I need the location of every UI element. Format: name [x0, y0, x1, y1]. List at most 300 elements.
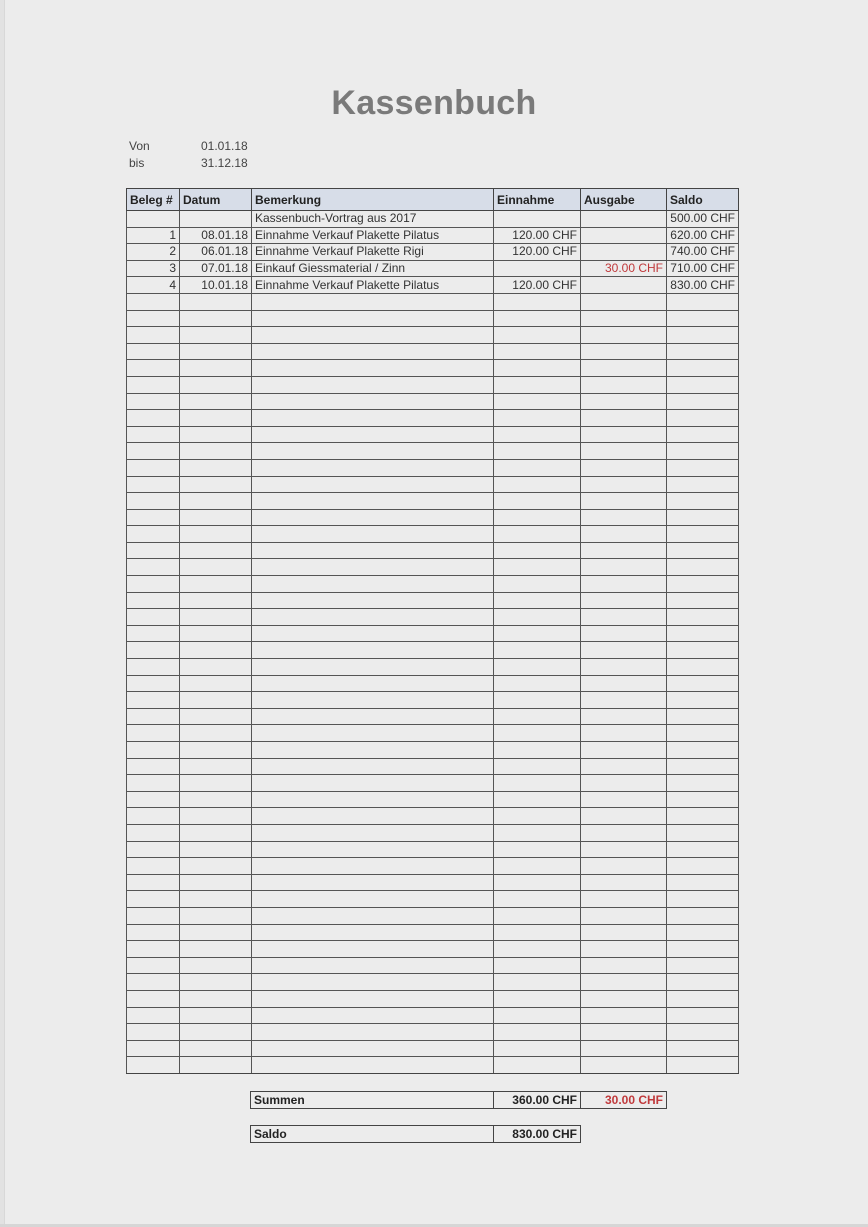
cell-beleg[interactable] — [127, 559, 180, 576]
cell-ausgabe[interactable] — [581, 841, 667, 858]
table-row-empty[interactable] — [127, 576, 739, 593]
table-row-empty[interactable] — [127, 808, 739, 825]
cell-datum[interactable] — [180, 990, 252, 1007]
cell-bemerkung[interactable] — [252, 642, 494, 659]
cell-beleg[interactable]: 3 — [127, 260, 180, 277]
table-row-empty[interactable] — [127, 476, 739, 493]
cell-einnahme[interactable] — [494, 260, 581, 277]
cell-bemerkung[interactable] — [252, 293, 494, 310]
cell-ausgabe[interactable] — [581, 824, 667, 841]
cell-datum[interactable] — [180, 1057, 252, 1074]
cell-saldo[interactable] — [667, 1057, 739, 1074]
table-row-empty[interactable] — [127, 410, 739, 427]
table-row-empty[interactable] — [127, 941, 739, 958]
cell-bemerkung[interactable] — [252, 924, 494, 941]
cell-bemerkung[interactable] — [252, 526, 494, 543]
cell-einnahme[interactable] — [494, 393, 581, 410]
cell-datum[interactable]: 08.01.18 — [180, 227, 252, 244]
cell-bemerkung[interactable] — [252, 742, 494, 759]
cell-beleg[interactable] — [127, 1024, 180, 1041]
cell-ausgabe[interactable] — [581, 974, 667, 991]
cell-beleg[interactable] — [127, 808, 180, 825]
cell-einnahme[interactable] — [494, 576, 581, 593]
cell-beleg[interactable] — [127, 327, 180, 344]
cell-saldo[interactable] — [667, 791, 739, 808]
cell-bemerkung[interactable] — [252, 509, 494, 526]
cell-einnahme[interactable] — [494, 526, 581, 543]
cell-bemerkung[interactable] — [252, 327, 494, 344]
cell-saldo[interactable] — [667, 708, 739, 725]
table-row-empty[interactable] — [127, 526, 739, 543]
table-row-empty[interactable] — [127, 343, 739, 360]
cell-datum[interactable] — [180, 791, 252, 808]
cell-ausgabe[interactable] — [581, 708, 667, 725]
cell-bemerkung[interactable] — [252, 476, 494, 493]
cell-beleg[interactable] — [127, 426, 180, 443]
cell-ausgabe[interactable] — [581, 1057, 667, 1074]
cell-bemerkung[interactable] — [252, 758, 494, 775]
cell-datum[interactable] — [180, 725, 252, 742]
table-row-empty[interactable] — [127, 609, 739, 626]
table-row-empty[interactable] — [127, 327, 739, 344]
cell-saldo[interactable] — [667, 824, 739, 841]
cell-datum[interactable] — [180, 642, 252, 659]
cell-beleg[interactable] — [127, 990, 180, 1007]
cell-beleg[interactable]: 2 — [127, 244, 180, 261]
cell-einnahme[interactable] — [494, 559, 581, 576]
cell-beleg[interactable] — [127, 410, 180, 427]
cell-datum[interactable] — [180, 576, 252, 593]
cell-datum[interactable] — [180, 708, 252, 725]
cell-saldo[interactable] — [667, 642, 739, 659]
table-row-empty[interactable] — [127, 891, 739, 908]
cell-ausgabe[interactable] — [581, 758, 667, 775]
cell-einnahme[interactable] — [494, 642, 581, 659]
cell-datum[interactable] — [180, 1007, 252, 1024]
cell-einnahme[interactable] — [494, 775, 581, 792]
cell-bemerkung[interactable]: Einnahme Verkauf Plakette Pilatus — [252, 227, 494, 244]
cell-bemerkung[interactable] — [252, 858, 494, 875]
cell-datum[interactable] — [180, 941, 252, 958]
cell-saldo[interactable] — [667, 625, 739, 642]
cell-bemerkung[interactable]: Einnahme Verkauf Plakette Pilatus — [252, 277, 494, 294]
cell-ausgabe[interactable] — [581, 692, 667, 709]
cell-datum[interactable] — [180, 293, 252, 310]
table-row[interactable] — [127, 244, 739, 261]
cell-bemerkung[interactable] — [252, 708, 494, 725]
cell-ausgabe[interactable] — [581, 675, 667, 692]
cell-datum[interactable] — [180, 592, 252, 609]
cell-datum[interactable] — [180, 1024, 252, 1041]
cell-ausgabe[interactable] — [581, 526, 667, 543]
cell-ausgabe[interactable] — [581, 775, 667, 792]
cell-bemerkung[interactable] — [252, 941, 494, 958]
cell-bemerkung[interactable] — [252, 443, 494, 460]
cell-einnahme[interactable] — [494, 211, 581, 228]
cell-ausgabe[interactable] — [581, 559, 667, 576]
cell-einnahme[interactable] — [494, 858, 581, 875]
cell-bemerkung[interactable] — [252, 310, 494, 327]
cell-einnahme[interactable] — [494, 376, 581, 393]
cell-bemerkung[interactable] — [252, 393, 494, 410]
cell-datum[interactable] — [180, 459, 252, 476]
cell-bemerkung[interactable] — [252, 692, 494, 709]
cell-beleg[interactable] — [127, 293, 180, 310]
cell-beleg[interactable] — [127, 974, 180, 991]
cell-saldo[interactable]: 710.00 CHF — [667, 260, 739, 277]
cell-einnahme[interactable] — [494, 293, 581, 310]
cell-beleg[interactable] — [127, 542, 180, 559]
cell-ausgabe[interactable] — [581, 277, 667, 294]
cell-ausgabe[interactable] — [581, 509, 667, 526]
table-row-empty[interactable] — [127, 990, 739, 1007]
cell-saldo[interactable] — [667, 874, 739, 891]
cell-saldo[interactable] — [667, 509, 739, 526]
table-row-empty[interactable] — [127, 592, 739, 609]
cell-einnahme[interactable] — [494, 327, 581, 344]
cell-ausgabe[interactable] — [581, 858, 667, 875]
table-row-empty[interactable] — [127, 360, 739, 377]
cell-datum[interactable] — [180, 659, 252, 676]
cell-einnahme[interactable] — [494, 824, 581, 841]
cell-ausgabe[interactable] — [581, 990, 667, 1007]
cell-einnahme[interactable] — [494, 459, 581, 476]
cell-saldo[interactable] — [667, 775, 739, 792]
cell-ausgabe[interactable] — [581, 742, 667, 759]
cell-beleg[interactable] — [127, 957, 180, 974]
cell-einnahme[interactable] — [494, 675, 581, 692]
cell-bemerkung[interactable] — [252, 1057, 494, 1074]
cell-einnahme[interactable] — [494, 1007, 581, 1024]
cell-ausgabe[interactable] — [581, 410, 667, 427]
cell-beleg[interactable] — [127, 343, 180, 360]
cell-ausgabe[interactable] — [581, 376, 667, 393]
cell-einnahme[interactable] — [494, 426, 581, 443]
cell-beleg[interactable] — [127, 609, 180, 626]
cell-beleg[interactable] — [127, 725, 180, 742]
cell-saldo[interactable] — [667, 974, 739, 991]
cell-saldo[interactable] — [667, 758, 739, 775]
cell-ausgabe[interactable] — [581, 393, 667, 410]
cell-ausgabe[interactable] — [581, 443, 667, 460]
table-row-empty[interactable] — [127, 659, 739, 676]
cell-beleg[interactable] — [127, 211, 180, 228]
cell-datum[interactable]: 06.01.18 — [180, 244, 252, 261]
table-row-empty[interactable] — [127, 310, 739, 327]
cell-datum[interactable] — [180, 327, 252, 344]
cell-beleg[interactable] — [127, 576, 180, 593]
cell-saldo[interactable] — [667, 858, 739, 875]
cell-beleg[interactable] — [127, 758, 180, 775]
cell-einnahme[interactable] — [494, 1024, 581, 1041]
cell-einnahme[interactable] — [494, 343, 581, 360]
cell-beleg[interactable] — [127, 891, 180, 908]
table-row-empty[interactable] — [127, 841, 739, 858]
cell-einnahme[interactable] — [494, 443, 581, 460]
cell-datum[interactable] — [180, 841, 252, 858]
cell-bemerkung[interactable] — [252, 808, 494, 825]
cell-ausgabe[interactable] — [581, 625, 667, 642]
cell-bemerkung[interactable]: Einkauf Giessmaterial / Zinn — [252, 260, 494, 277]
cell-saldo[interactable] — [667, 542, 739, 559]
cell-datum[interactable] — [180, 858, 252, 875]
table-row-empty[interactable] — [127, 1024, 739, 1041]
cell-ausgabe[interactable] — [581, 293, 667, 310]
cell-saldo[interactable] — [667, 410, 739, 427]
table-row-empty[interactable] — [127, 974, 739, 991]
cell-datum[interactable] — [180, 493, 252, 510]
cell-saldo[interactable] — [667, 907, 739, 924]
cell-ausgabe[interactable] — [581, 459, 667, 476]
table-row-empty[interactable] — [127, 692, 739, 709]
cell-ausgabe[interactable] — [581, 659, 667, 676]
cell-saldo[interactable] — [667, 742, 739, 759]
cell-einnahme[interactable] — [494, 625, 581, 642]
cell-einnahme[interactable] — [494, 360, 581, 377]
cell-datum[interactable]: 07.01.18 — [180, 260, 252, 277]
cell-saldo[interactable] — [667, 808, 739, 825]
table-row-empty[interactable] — [127, 1007, 739, 1024]
cell-bemerkung[interactable] — [252, 990, 494, 1007]
cell-beleg[interactable] — [127, 775, 180, 792]
table-row-empty[interactable] — [127, 708, 739, 725]
table-row-empty[interactable] — [127, 1057, 739, 1074]
cell-bemerkung[interactable] — [252, 360, 494, 377]
cell-beleg[interactable] — [127, 1040, 180, 1057]
cell-ausgabe[interactable] — [581, 211, 667, 228]
cell-bemerkung[interactable] — [252, 659, 494, 676]
cell-einnahme[interactable] — [494, 841, 581, 858]
cell-saldo[interactable] — [667, 609, 739, 626]
cell-bemerkung[interactable] — [252, 1040, 494, 1057]
cell-datum[interactable] — [180, 742, 252, 759]
cell-saldo[interactable] — [667, 725, 739, 742]
cell-ausgabe[interactable] — [581, 941, 667, 958]
table-row-empty[interactable] — [127, 1040, 739, 1057]
cell-bemerkung[interactable] — [252, 493, 494, 510]
cell-bemerkung[interactable] — [252, 974, 494, 991]
cell-einnahme[interactable] — [494, 609, 581, 626]
cell-ausgabe[interactable] — [581, 725, 667, 742]
cell-bemerkung[interactable] — [252, 841, 494, 858]
cell-bemerkung[interactable] — [252, 376, 494, 393]
table-row-empty[interactable] — [127, 924, 739, 941]
cell-bemerkung[interactable] — [252, 559, 494, 576]
cell-bemerkung[interactable] — [252, 576, 494, 593]
cell-beleg[interactable] — [127, 376, 180, 393]
cell-saldo[interactable] — [667, 990, 739, 1007]
cell-beleg[interactable] — [127, 675, 180, 692]
cell-bemerkung[interactable] — [252, 410, 494, 427]
cell-saldo[interactable] — [667, 393, 739, 410]
cell-bemerkung[interactable] — [252, 542, 494, 559]
cell-saldo[interactable] — [667, 1040, 739, 1057]
cell-beleg[interactable] — [127, 443, 180, 460]
cell-datum[interactable] — [180, 808, 252, 825]
cell-ausgabe[interactable] — [581, 924, 667, 941]
cell-beleg[interactable] — [127, 841, 180, 858]
cell-datum[interactable] — [180, 907, 252, 924]
cell-beleg[interactable] — [127, 459, 180, 476]
cell-ausgabe[interactable] — [581, 227, 667, 244]
cell-datum[interactable] — [180, 824, 252, 841]
cell-datum[interactable] — [180, 426, 252, 443]
cell-einnahme[interactable] — [494, 493, 581, 510]
cell-ausgabe[interactable] — [581, 343, 667, 360]
cell-beleg[interactable] — [127, 858, 180, 875]
cell-beleg[interactable] — [127, 393, 180, 410]
cell-bemerkung[interactable]: Einnahme Verkauf Plakette Rigi — [252, 244, 494, 261]
cell-ausgabe[interactable] — [581, 874, 667, 891]
cell-einnahme[interactable] — [494, 310, 581, 327]
table-row-empty[interactable] — [127, 542, 739, 559]
table-row-empty[interactable] — [127, 293, 739, 310]
cell-beleg[interactable] — [127, 824, 180, 841]
cell-einnahme[interactable] — [494, 974, 581, 991]
cell-datum[interactable] — [180, 974, 252, 991]
cell-datum[interactable]: 10.01.18 — [180, 277, 252, 294]
cell-saldo[interactable] — [667, 592, 739, 609]
cell-saldo[interactable] — [667, 659, 739, 676]
cell-saldo[interactable]: 500.00 CHF — [667, 211, 739, 228]
cell-beleg[interactable] — [127, 509, 180, 526]
table-row-empty[interactable] — [127, 775, 739, 792]
cell-datum[interactable] — [180, 393, 252, 410]
cell-datum[interactable] — [180, 758, 252, 775]
cell-saldo[interactable] — [667, 576, 739, 593]
cell-bemerkung[interactable] — [252, 957, 494, 974]
table-row-empty[interactable] — [127, 642, 739, 659]
cell-ausgabe[interactable] — [581, 1024, 667, 1041]
cell-saldo[interactable] — [667, 360, 739, 377]
table-row-empty[interactable] — [127, 459, 739, 476]
cell-bemerkung[interactable] — [252, 343, 494, 360]
cell-saldo[interactable] — [667, 559, 739, 576]
cell-bemerkung[interactable] — [252, 874, 494, 891]
cell-ausgabe[interactable] — [581, 907, 667, 924]
cell-ausgabe[interactable] — [581, 327, 667, 344]
table-row-empty[interactable] — [127, 376, 739, 393]
cell-datum[interactable] — [180, 559, 252, 576]
cell-bemerkung[interactable] — [252, 725, 494, 742]
cell-ausgabe[interactable] — [581, 609, 667, 626]
cell-ausgabe[interactable] — [581, 1007, 667, 1024]
table-row-empty[interactable] — [127, 559, 739, 576]
cell-datum[interactable] — [180, 443, 252, 460]
cell-datum[interactable] — [180, 957, 252, 974]
cell-ausgabe[interactable] — [581, 426, 667, 443]
cell-ausgabe[interactable] — [581, 808, 667, 825]
cell-saldo[interactable] — [667, 376, 739, 393]
cell-ausgabe[interactable] — [581, 791, 667, 808]
cell-datum[interactable] — [180, 526, 252, 543]
cell-bemerkung[interactable] — [252, 791, 494, 808]
cell-einnahme[interactable] — [494, 874, 581, 891]
cell-beleg[interactable] — [127, 924, 180, 941]
cell-saldo[interactable] — [667, 459, 739, 476]
cell-beleg[interactable] — [127, 476, 180, 493]
cell-beleg[interactable] — [127, 941, 180, 958]
table-row-empty[interactable] — [127, 675, 739, 692]
cell-beleg[interactable] — [127, 360, 180, 377]
cell-beleg[interactable] — [127, 642, 180, 659]
cell-bemerkung[interactable] — [252, 1007, 494, 1024]
cell-einnahme[interactable] — [494, 708, 581, 725]
cell-beleg[interactable] — [127, 1007, 180, 1024]
cell-saldo[interactable] — [667, 310, 739, 327]
cell-datum[interactable] — [180, 476, 252, 493]
table-row-empty[interactable] — [127, 874, 739, 891]
cell-bemerkung[interactable] — [252, 592, 494, 609]
cell-datum[interactable] — [180, 360, 252, 377]
table-row-empty[interactable] — [127, 907, 739, 924]
table-row-empty[interactable] — [127, 509, 739, 526]
cell-beleg[interactable] — [127, 310, 180, 327]
cell-bemerkung[interactable] — [252, 625, 494, 642]
cell-ausgabe[interactable] — [581, 592, 667, 609]
cell-saldo[interactable]: 740.00 CHF — [667, 244, 739, 261]
cell-ausgabe[interactable] — [581, 542, 667, 559]
cell-datum[interactable] — [180, 775, 252, 792]
table-row-empty[interactable] — [127, 625, 739, 642]
cell-beleg[interactable] — [127, 742, 180, 759]
cell-bemerkung[interactable] — [252, 609, 494, 626]
cell-ausgabe[interactable] — [581, 493, 667, 510]
cell-einnahme[interactable] — [494, 692, 581, 709]
table-row-empty[interactable] — [127, 742, 739, 759]
cell-datum[interactable] — [180, 675, 252, 692]
cell-einnahme[interactable] — [494, 957, 581, 974]
cell-einnahme[interactable] — [494, 659, 581, 676]
cell-einnahme[interactable]: 120.00 CHF — [494, 277, 581, 294]
cell-ausgabe[interactable] — [581, 310, 667, 327]
cell-bemerkung[interactable]: Kassenbuch-Vortrag aus 2017 — [252, 211, 494, 228]
table-row[interactable] — [127, 211, 739, 228]
cell-saldo[interactable] — [667, 476, 739, 493]
cell-bemerkung[interactable] — [252, 459, 494, 476]
cell-datum[interactable] — [180, 924, 252, 941]
cell-beleg[interactable] — [127, 708, 180, 725]
cell-saldo[interactable] — [667, 841, 739, 858]
cell-saldo[interactable] — [667, 692, 739, 709]
cell-einnahme[interactable] — [494, 907, 581, 924]
cell-saldo[interactable] — [667, 1024, 739, 1041]
cell-beleg[interactable] — [127, 592, 180, 609]
cell-einnahme[interactable] — [494, 758, 581, 775]
cell-saldo[interactable] — [667, 675, 739, 692]
table-row-empty[interactable] — [127, 493, 739, 510]
cell-einnahme[interactable]: 120.00 CHF — [494, 244, 581, 261]
cell-saldo[interactable]: 620.00 CHF — [667, 227, 739, 244]
cell-datum[interactable] — [180, 609, 252, 626]
cell-datum[interactable] — [180, 874, 252, 891]
cell-ausgabe[interactable] — [581, 244, 667, 261]
cell-einnahme[interactable] — [494, 410, 581, 427]
table-row[interactable] — [127, 260, 739, 277]
table-row-empty[interactable] — [127, 824, 739, 841]
cell-saldo[interactable] — [667, 526, 739, 543]
cell-bemerkung[interactable] — [252, 1024, 494, 1041]
cell-beleg[interactable] — [127, 526, 180, 543]
cell-datum[interactable] — [180, 1040, 252, 1057]
cell-beleg[interactable] — [127, 659, 180, 676]
cell-datum[interactable] — [180, 343, 252, 360]
cell-saldo[interactable] — [667, 443, 739, 460]
cell-einnahme[interactable] — [494, 542, 581, 559]
cell-saldo[interactable] — [667, 293, 739, 310]
cell-bemerkung[interactable] — [252, 824, 494, 841]
cell-saldo[interactable] — [667, 343, 739, 360]
